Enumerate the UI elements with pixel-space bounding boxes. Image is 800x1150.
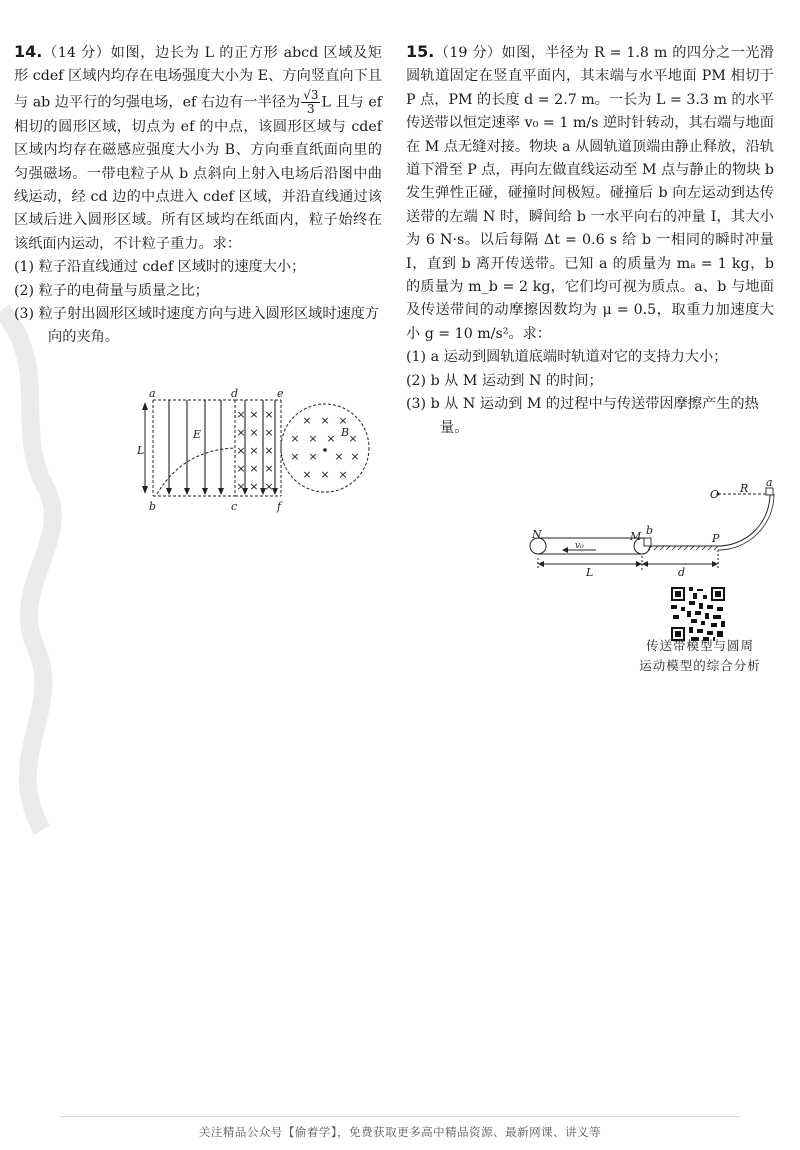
q14-item-3: (3) 粒子射出圆形区域时速度方向与进入圆形区域时速度方向的夹角。 <box>14 306 380 346</box>
q14-item-1: (1) 粒子沿直线通过 cdef 区域时的速度大小； <box>14 259 306 276</box>
svg-text:×: × <box>338 414 348 427</box>
q15-item-2: (2) b 从 M 运动到 N 的时间； <box>406 372 603 389</box>
qr-code[interactable] <box>669 585 727 643</box>
q14-frac-den: 3 <box>307 101 315 116</box>
q14-label-c: c <box>231 500 238 513</box>
q15-figure <box>520 476 780 584</box>
svg-text:×: × <box>308 432 318 445</box>
q15-label-b: b <box>646 524 654 537</box>
q15-label-a: a <box>766 476 773 489</box>
q14-text-a: 如图，边长为 L 的正方形 abcd 区域及矩形 cdef 区域内均存在电场强度大小为 E、方向竖直向下且与 ab 边平行的匀强电场，ef 右边有一半径为 <box>14 45 382 111</box>
q15-label-d: d <box>678 566 686 579</box>
q15-label-R: R <box>740 482 749 495</box>
q15-item-3: (3) b 从 N 运动到 M 的过程中与传送带因摩擦产生的热量。 <box>406 396 759 436</box>
svg-text:×: × <box>302 468 312 481</box>
background-watermark <box>0 290 72 880</box>
svg-text:×: × <box>249 480 259 493</box>
q14-label-f: f <box>277 500 282 513</box>
svg-text:×: × <box>350 450 360 463</box>
footer-note: 关注精品公众号【偷着学】，免费获取更多高中精品资源、最新网课、讲义等 <box>198 1125 602 1139</box>
question-14 <box>14 40 382 350</box>
svg-text:×: × <box>264 462 274 475</box>
q15-label-N: N <box>532 528 542 541</box>
q15-item-1: (1) a 运动到圆轨道底端时轨道对它的支持力大小； <box>406 349 728 366</box>
q14-figure <box>135 388 395 516</box>
q15-label-v0: v₀ <box>575 541 584 551</box>
q14-text-b: L 且与 ef 相切的圆形区域，切点为 ef 的中点，该圆形区域与 cdef 区域内均存在磁感应强度大小为 B、方向垂直纸面向里的匀强磁场。一带电粒子从 b 点斜向上射入电场后沿图中曲线运动，经 cd 边的中点进入 cdef 区域，并沿直线通过该区域后进入圆形区域。所有区域均在纸面内，粒子始终在该纸面内运动，不计粒子重力。求： <box>14 94 383 252</box>
svg-text:×: × <box>236 444 246 457</box>
svg-text:×: × <box>249 408 259 421</box>
q15-label-P: P <box>712 532 720 545</box>
svg-text:×: × <box>290 432 300 445</box>
q14-label-L: L <box>137 444 145 457</box>
svg-text:×: × <box>249 444 259 457</box>
svg-text:×: × <box>249 462 259 475</box>
q15-points: （19 分） <box>434 45 502 61</box>
svg-text:×: × <box>348 432 358 445</box>
svg-text:×: × <box>236 408 246 421</box>
q15-label-O: O <box>710 488 720 501</box>
svg-text:×: × <box>236 480 246 493</box>
svg-text:×: × <box>236 426 246 439</box>
svg-text:×: × <box>290 450 300 463</box>
q14-label-E: E <box>193 428 202 441</box>
svg-text:×: × <box>264 444 274 457</box>
q15-text: 如图，半径为 R = 1.8 m 的四分之一光滑圆轨道固定在竖直平面内，其末端与水平地面 PM 相切于 P 点，PM 的长度 d = 2.7 m。一长为 L = 3.3 m 的水平传送带以恒定速率 v₀ = 1 m/s 逆时针转动，其右端与地面在 M 点无缝对接。物块 a 从圆轨道顶端由静止释放，沿轨道下滑至 P 点，再向左做直线运动至 M 点与静止的物块 b 发生弹性正碰，碰撞时间极短。碰撞后 b 向左运动到达传送带的左端 N 时，瞬间给 b 一水平向右的冲量 I，其大小为 6 N·s。以后每隔 Δt = 0.6 s 给 b 一相同的瞬时冲量 I，直到 b 离开传送带。已知 a 的质量为 mₐ = 1 kg，b 的质量为 m_b = 2 kg，它们均可视为质点。a、b 与地面及传送带间的动摩擦因数均为 μ = 0.5，取重力加速度大小 g = 10 m/s²。求： <box>406 45 774 342</box>
svg-text:×: × <box>302 414 312 427</box>
q15-label-M: M <box>630 530 642 543</box>
svg-text:×: × <box>236 462 246 475</box>
q14-item-2: (2) 粒子的电荷量与质量之比； <box>14 282 209 299</box>
q14-number: 14. <box>14 42 43 61</box>
svg-text:×: × <box>338 468 348 481</box>
svg-text:×: × <box>320 468 330 481</box>
svg-text:×: × <box>308 450 318 463</box>
svg-text:×: × <box>249 426 259 439</box>
q14-stem <box>14 40 382 256</box>
qr-caption <box>620 636 780 676</box>
svg-text:×: × <box>334 450 344 463</box>
svg-text:×: × <box>326 432 336 445</box>
q14-label-b: b <box>149 500 157 513</box>
q14-fraction <box>301 89 320 116</box>
question-15 <box>406 40 774 440</box>
q15-number: 15. <box>406 42 435 61</box>
svg-text:×: × <box>320 414 330 427</box>
q15-stem <box>406 40 774 346</box>
svg-text:×: × <box>264 480 274 493</box>
q14-label-B: B <box>341 426 350 439</box>
svg-text:×: × <box>264 426 274 439</box>
q14-points: （14 分） <box>42 45 111 61</box>
svg-text:×: × <box>264 408 274 421</box>
q14-frac-num: √3 <box>303 87 319 102</box>
q14-label-d: d <box>231 387 239 400</box>
footer-divider <box>60 1116 740 1117</box>
qr-caption-line-1: 传送带模型与圆周 <box>645 638 754 653</box>
q14-label-a: a <box>149 387 156 400</box>
q15-label-L: L <box>586 566 594 579</box>
qr-caption-line-2: 运动模型的综合分析 <box>639 658 761 673</box>
q14-label-e: e <box>277 387 284 400</box>
